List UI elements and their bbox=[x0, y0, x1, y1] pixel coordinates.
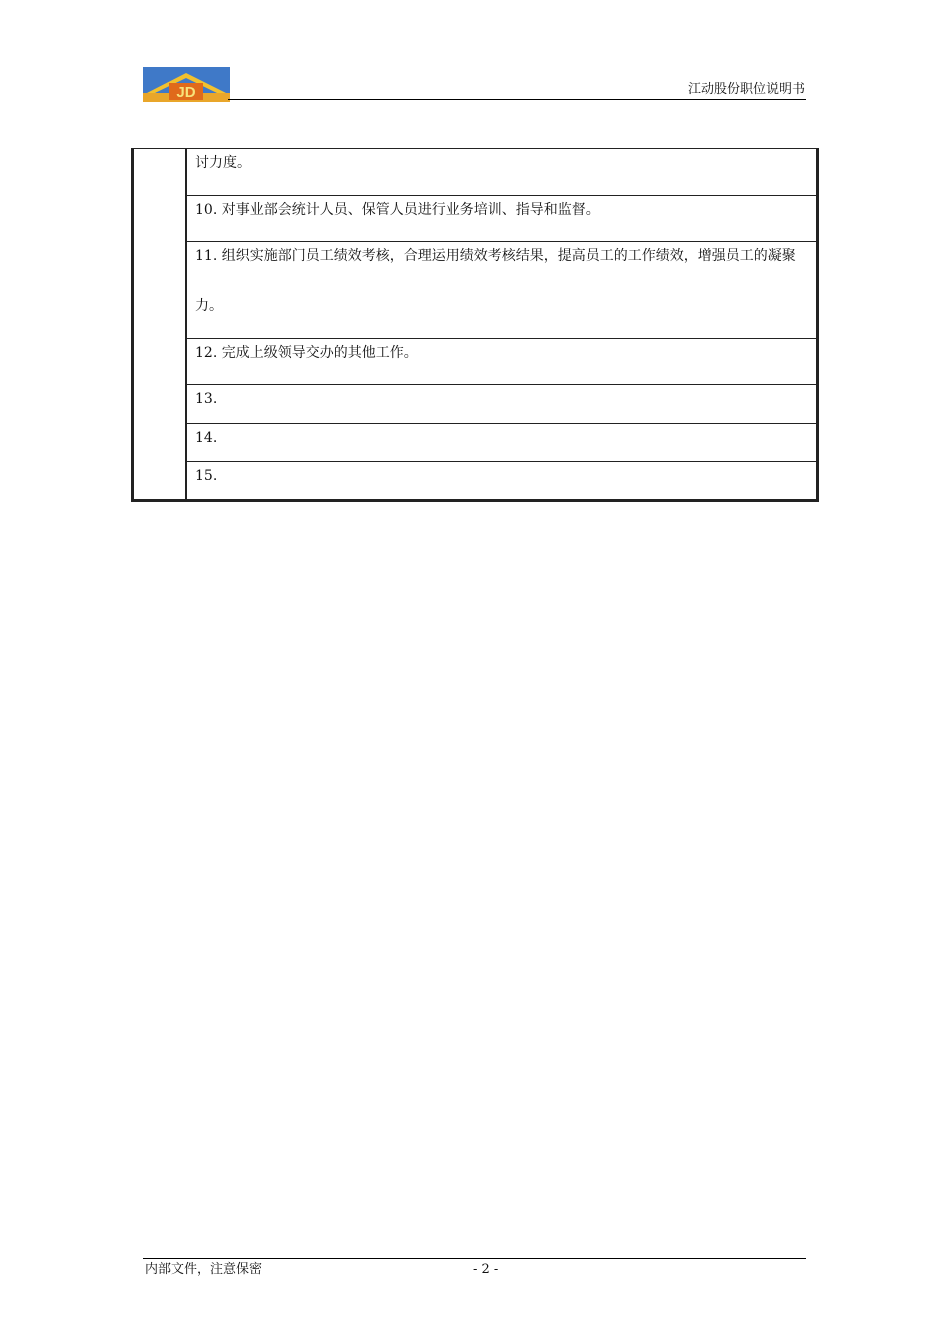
duty-item: 12. 完成上级领导交办的其他工作。 bbox=[186, 339, 818, 385]
table-row bbox=[133, 242, 818, 339]
duty-item: 13. bbox=[186, 385, 818, 424]
duty-item: 15. bbox=[186, 462, 818, 501]
table-row bbox=[133, 339, 818, 385]
category-cell bbox=[133, 149, 187, 501]
logo-lettering: JD bbox=[176, 84, 196, 101]
table-row bbox=[133, 149, 818, 196]
duties-table bbox=[131, 148, 819, 502]
footer-divider bbox=[143, 1258, 806, 1259]
table-row bbox=[133, 385, 818, 424]
duty-item: 10. 对事业部会统计人员、保管人员进行业务培训、指导和监督。 bbox=[186, 196, 818, 242]
duty-item: 11. 组织实施部门员工绩效考核，合理运用绩效考核结果，提高员工的工作绩效，增强员工的凝聚力。 bbox=[186, 242, 818, 339]
confidential-notice: 内部文件，注意保密 bbox=[145, 1262, 263, 1277]
document-header-title: 江动股份职位说明书 bbox=[687, 82, 805, 97]
duty-item: 讨力度。 bbox=[186, 149, 818, 196]
page-number: - 2 - bbox=[473, 1262, 499, 1277]
table-row bbox=[133, 462, 818, 501]
company-logo bbox=[143, 67, 230, 102]
duty-item: 14. bbox=[186, 424, 818, 462]
header-divider bbox=[228, 99, 806, 100]
table-row bbox=[133, 424, 818, 462]
